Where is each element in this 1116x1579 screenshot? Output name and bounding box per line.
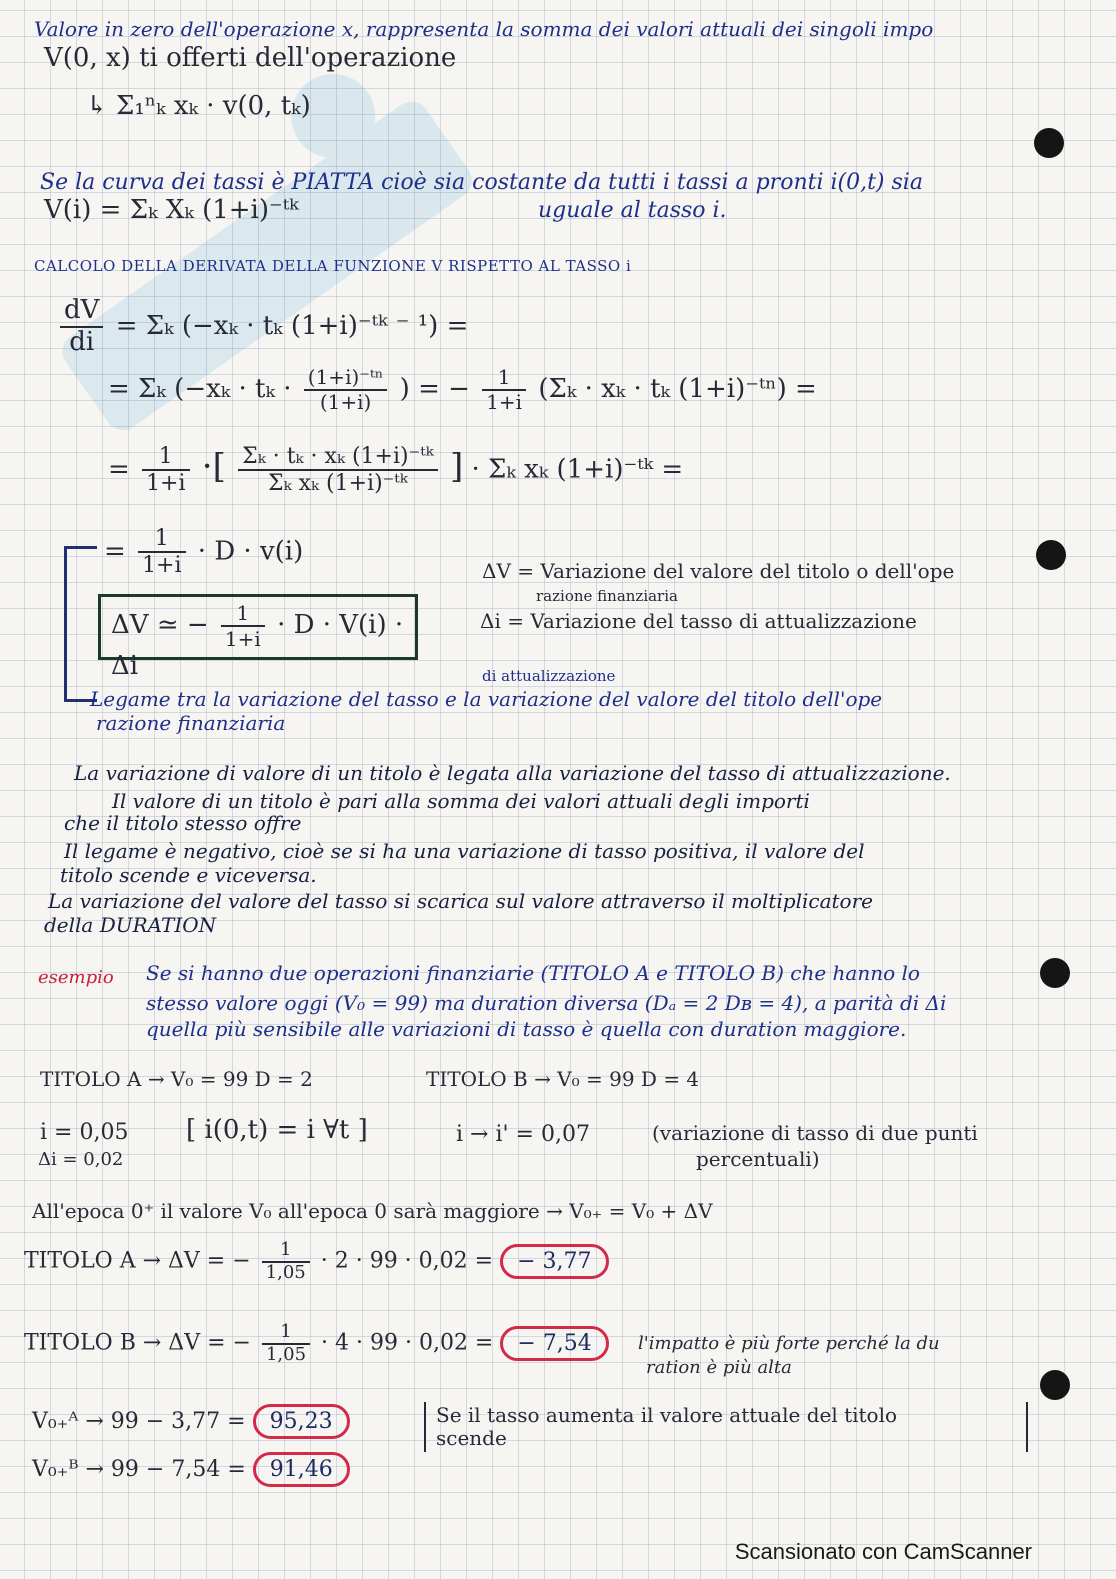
- example-label: esempio: [38, 967, 114, 988]
- calc-b-text-b: · 4 · 99 · 0,02 =: [321, 1330, 494, 1356]
- fraction-numerator: dV: [60, 296, 103, 328]
- fraction-numerator: 1: [262, 1322, 310, 1345]
- flat-line-1: Se la curva dei tassi è PIATTA cioè sia costante da tutti i tassi a pronti i(0,t) sia: [40, 170, 923, 195]
- binder-hole: [1034, 128, 1064, 158]
- step-3-fraction: [142, 444, 189, 497]
- fraction-denominator: 1+i: [224, 627, 261, 651]
- explain-line-6: La variazione del valore del tasso si scarica sul valore attraverso il moltiplicatore: [48, 889, 873, 913]
- rate-change-value: Δi = 0,02: [38, 1149, 124, 1170]
- value-b-circled: 91,46: [253, 1452, 350, 1487]
- fraction-denominator: di: [69, 326, 95, 357]
- titolo-a-data: TITOLO A → V₀ = 99 D = 2: [40, 1067, 313, 1091]
- calc-a-text-b: · 2 · 99 · 0,02 =: [320, 1248, 494, 1274]
- calc-a-text-a: TITOLO A → ΔV = −: [24, 1248, 251, 1274]
- explain-line-2: Il valore di un titolo è pari alla somma dei valori attuali degli importi: [112, 789, 810, 813]
- bracket-note: [424, 1402, 1028, 1452]
- rate-shift-note-2: percentuali): [696, 1147, 820, 1171]
- derivative-heading: CALCOLO DELLA DERIVATA DELLA FUNZIONE V RISPETTO AL TASSO i: [34, 257, 632, 275]
- fraction-numerator: (1+i)⁻ᵗⁿ: [304, 366, 388, 391]
- fraction-denominator: 1+i: [142, 553, 182, 579]
- result-a-circled: − 3,77: [500, 1244, 608, 1279]
- example-line-2: stesso valore oggi (V₀ = 99) ma duration diversa (Dₐ = 2 Dʙ = 4), a parità di Δi: [146, 991, 947, 1015]
- derivative-step-3: = $\frac{1}{1+i}$ ·[ $\frac{\text{Σₖ · tₖ · xₖ (1+i)⁻ᵗᵏ}}{\text{Σₖ xₖ (1+i)⁻ᵗᵏ}}$ ] · Σₖ xₖ (1+i)⁻ᵗᵏ =: [108, 444, 684, 497]
- epoch-line: All'epoca 0⁺ il valore V₀ all'epoca 0 sarà maggiore → V₀₊ = V₀ + ΔV: [32, 1199, 713, 1223]
- rate-shift: i → i' = 0,07: [456, 1122, 590, 1147]
- step-3-text-a: =: [108, 454, 130, 485]
- step-4-text-b: · D · v(i): [197, 536, 304, 567]
- step-2-text-c: (Σₖ · xₖ · tₖ (1+i)⁻ᵗⁿ) =: [538, 374, 817, 404]
- calc-b-note-1: l'impatto è più forte perché la du: [638, 1333, 940, 1354]
- delta-v-boxed-formula: [98, 594, 418, 681]
- boxed-text-a: ΔV ≃ −: [111, 610, 209, 640]
- explain-line-1: La variazione di valore di un titolo è legata alla variazione del tasso di attualizzazione.: [74, 761, 951, 785]
- explain-line-5: titolo scende e viceversa.: [60, 863, 317, 887]
- result-b-circled: − 7,54: [500, 1326, 608, 1361]
- value-b-text: V₀₊ᴮ → 99 − 7,54 =: [32, 1457, 246, 1482]
- example-line-3: quella più sensibile alle variazioni di tasso è quella con duration maggiore.: [146, 1017, 907, 1041]
- explain-line-3: che il titolo stesso offre: [64, 811, 302, 835]
- intro-line-1: Valore in zero dell'operazione x, rappresenta la somma dei valori attuali dei singoli impo: [34, 17, 934, 41]
- explain-line-7: della DURATION: [44, 913, 217, 937]
- step-2-text-a: = Σₖ (−xₖ · tₖ ·: [108, 374, 292, 404]
- rate-shift-note-1: (variazione di tasso di due punti: [652, 1121, 978, 1145]
- step-4-text-a: =: [104, 536, 126, 567]
- fraction-numerator: 1: [138, 526, 185, 553]
- boxed-text-b: · D · V(i) · Δi: [111, 610, 404, 681]
- link-line-2: razione finanziaria: [96, 711, 286, 735]
- rate-value: i = 0,05: [40, 1120, 129, 1145]
- boxed-fraction: [221, 601, 265, 651]
- step-2-fraction: [304, 366, 388, 414]
- flat-condition: [ i(0,t) = i ∀t ]: [186, 1115, 368, 1145]
- bracket-note-line-1: Se il tasso aumenta il valore attuale del titolo: [436, 1403, 898, 1427]
- calc-a-fraction: [262, 1240, 310, 1283]
- value-a-text: V₀₊ᴬ → 99 − 3,77 =: [32, 1409, 246, 1434]
- fraction-numerator: Σₖ · tₖ · xₖ (1+i)⁻ᵗᵏ: [238, 444, 438, 471]
- intro-formula: ↳ Σ₁ⁿₖ xₖ · v(0, tₖ): [86, 91, 311, 121]
- explain-line-4: Il legame è negativo, cioè se si ha una variazione di tasso positiva, il valore del: [64, 839, 865, 863]
- step-2-text-b: ) = −: [399, 374, 470, 404]
- fraction-denominator: (1+i): [319, 390, 372, 414]
- link-top: di attualizzazione: [482, 667, 616, 685]
- step-3-text-b: · Σₖ xₖ (1+i)⁻ᵗᵏ =: [471, 454, 684, 485]
- note-delta-v-2: razione finanziaria: [536, 587, 678, 605]
- derivative-step-2: [108, 366, 817, 414]
- binder-hole: [1036, 540, 1066, 570]
- fraction-denominator: Σₖ xₖ (1+i)⁻ᵗᵏ: [268, 471, 408, 497]
- fraction-numerator: 1: [482, 366, 526, 391]
- calc-b-text-a: TITOLO B → ΔV = −: [24, 1330, 251, 1356]
- step-1-text: = Σₖ (−xₖ · tₖ (1+i)⁻ᵗᵏ ⁻ ¹) =: [115, 310, 469, 341]
- step-3-big-fraction: [238, 444, 438, 497]
- value-a-line: [32, 1404, 350, 1439]
- titolo-b-data: TITOLO B → V₀ = 99 D = 4: [426, 1067, 700, 1091]
- calc-b-fraction: [262, 1322, 310, 1365]
- value-a-circled: 95,23: [253, 1404, 350, 1439]
- fraction-denominator: 1,05: [265, 1261, 306, 1283]
- value-b-line: [32, 1452, 350, 1487]
- binder-hole: [1040, 1370, 1070, 1400]
- scanner-footer: Scansionato con CamScanner: [734, 1539, 1032, 1564]
- intro-line-2: V(0, x) ti offerti dell'operazione: [44, 43, 457, 73]
- calc-b-note-2: ration è più alta: [646, 1357, 792, 1378]
- fraction-numerator: 1: [221, 601, 265, 627]
- step-2-fraction-2: [482, 366, 526, 414]
- dv-di-fraction: [60, 296, 103, 358]
- step-4-fraction: [138, 526, 185, 579]
- link-line-1: Legame tra la variazione del tasso e la variazione del valore del titolo dell'ope: [90, 687, 883, 711]
- fraction-denominator: 1+i: [486, 390, 523, 414]
- fraction-denominator: 1+i: [146, 471, 186, 497]
- bracket-note-line-2: scende: [436, 1426, 507, 1450]
- result-bracket: [64, 546, 97, 702]
- fraction-numerator: 1: [142, 444, 189, 471]
- note-delta-v-1: ΔV = Variazione del valore del titolo o dell'ope: [482, 559, 955, 583]
- fraction-denominator: 1,05: [265, 1343, 307, 1365]
- flat-formula: V(i) = Σₖ Xₖ (1+i)⁻ᵗᵏ: [44, 195, 299, 225]
- derivative-step-4: [104, 526, 303, 579]
- derivative-step-1: [56, 296, 468, 358]
- calc-titolo-a: [24, 1240, 609, 1283]
- calc-titolo-b: [24, 1322, 609, 1365]
- flat-line-2: uguale al tasso i.: [538, 198, 727, 223]
- example-line-1: Se si hanno due operazioni finanziarie (TITOLO A e TITOLO B) che hanno lo: [146, 961, 920, 985]
- fraction-numerator: 1: [262, 1240, 310, 1263]
- binder-hole: [1040, 958, 1070, 988]
- note-delta-i: Δi = Variazione del tasso di attualizzazione: [480, 609, 917, 633]
